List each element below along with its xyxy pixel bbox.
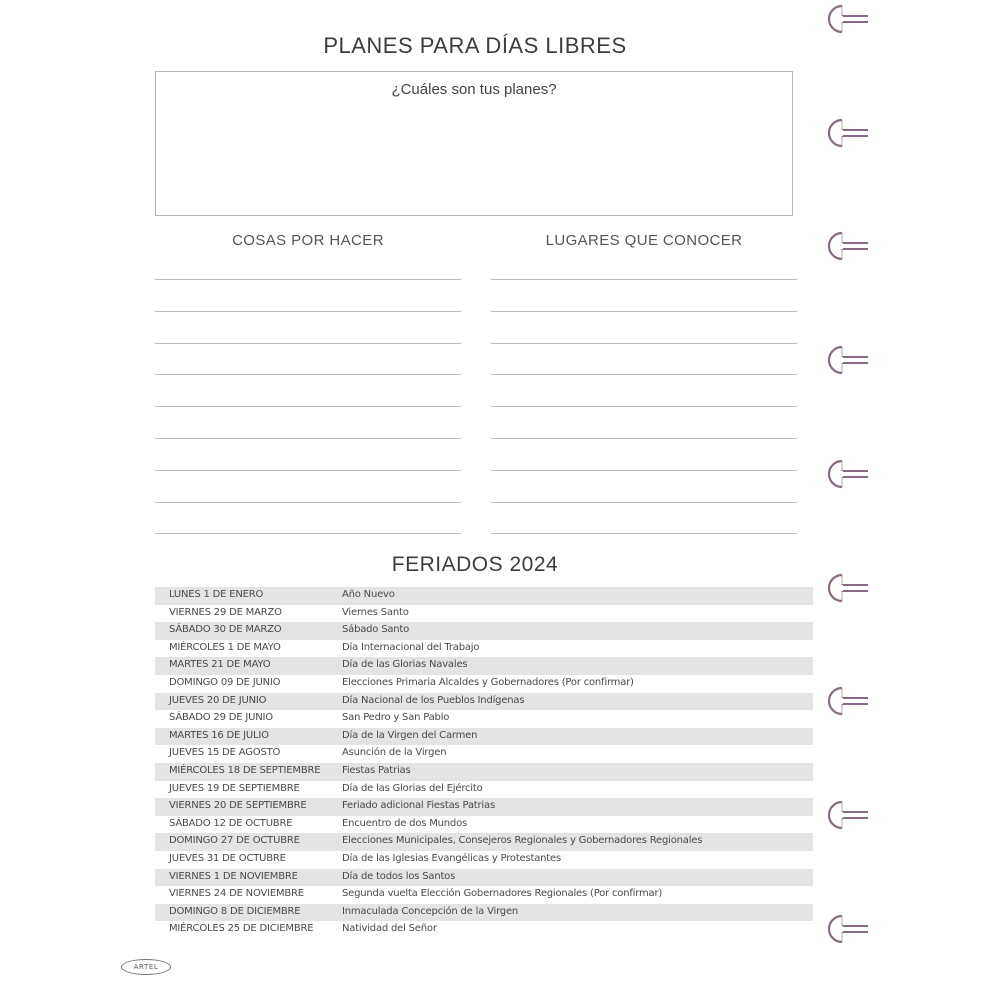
holiday-date: JUEVES 31 DE OCTUBRE bbox=[169, 852, 286, 864]
binder-ring-icon bbox=[824, 345, 870, 375]
binder-ring-icon bbox=[824, 459, 870, 489]
holiday-row bbox=[155, 710, 813, 728]
todo-write-line[interactable] bbox=[155, 533, 461, 534]
holiday-row bbox=[155, 886, 813, 904]
holiday-name: Natividad del Señor bbox=[342, 923, 437, 935]
holiday-row bbox=[155, 781, 813, 799]
holiday-row bbox=[155, 833, 813, 851]
holiday-row bbox=[155, 851, 813, 869]
holiday-name: Fiestas Patrias bbox=[342, 764, 411, 776]
holiday-row bbox=[155, 745, 813, 763]
todo-write-line[interactable] bbox=[155, 406, 461, 407]
holiday-name: Elecciones Municipales, Consejeros Regionales y Gobernadores Regionales bbox=[342, 835, 703, 847]
todo-write-line[interactable] bbox=[155, 311, 461, 312]
holiday-name: San Pedro y San Pablo bbox=[342, 712, 450, 724]
holiday-name: Día de las Glorias del Ejército bbox=[342, 782, 483, 794]
todo-write-line[interactable] bbox=[155, 438, 461, 439]
plans-prompt: ¿Cuáles son tus planes? bbox=[391, 81, 557, 98]
holiday-date: DOMINGO 09 DE JUNIO bbox=[169, 676, 281, 688]
holiday-date: VIERNES 24 DE NOVIEMBRE bbox=[169, 888, 304, 900]
places-heading: LUGARES QUE CONOCER bbox=[545, 232, 743, 249]
holiday-name: Viernes Santo bbox=[342, 606, 409, 618]
todo-heading: COSAS POR HACER bbox=[232, 232, 384, 249]
holiday-row bbox=[155, 622, 813, 640]
holiday-name: Día de las Glorias Navales bbox=[342, 659, 468, 671]
holiday-row bbox=[155, 605, 813, 623]
binder-ring-icon bbox=[824, 686, 870, 716]
holiday-date: JUEVES 19 DE SEPTIEMBRE bbox=[169, 782, 300, 794]
holiday-row bbox=[155, 869, 813, 887]
holiday-name: Día de todos los Santos bbox=[342, 870, 456, 882]
todo-write-line[interactable] bbox=[155, 374, 461, 375]
holiday-name: Día Nacional de los Pueblos Indígenas bbox=[342, 694, 525, 706]
holiday-name: Segunda vuelta Elección Gobernadores Regionales (Por confirmar) bbox=[342, 888, 663, 900]
holiday-name: Encuentro de dos Mundos bbox=[342, 817, 468, 829]
holiday-name: Elecciones Primaria Alcaldes y Gobernadores (Por confirmar) bbox=[342, 676, 634, 688]
holiday-name: Día de las Iglesias Evangélicas y Protestantes bbox=[342, 852, 561, 864]
holiday-date: MIÉRCOLES 18 DE SEPTIEMBRE bbox=[169, 764, 321, 776]
holiday-row bbox=[155, 904, 813, 922]
holiday-name: Sábado Santo bbox=[342, 624, 410, 636]
holiday-name: Feriado adicional Fiestas Patrias bbox=[342, 800, 495, 812]
holiday-row bbox=[155, 693, 813, 711]
holiday-row bbox=[155, 640, 813, 658]
holiday-date: MIÉRCOLES 1 DE MAYO bbox=[169, 641, 281, 653]
holiday-row bbox=[155, 798, 813, 816]
holiday-row bbox=[155, 816, 813, 834]
places-write-line[interactable] bbox=[491, 533, 797, 534]
holiday-date: MIÉRCOLES 25 DE DICIEMBRE bbox=[169, 923, 314, 935]
holiday-row bbox=[155, 587, 813, 605]
holiday-date: MARTES 21 DE MAYO bbox=[169, 659, 271, 671]
todo-write-line[interactable] bbox=[155, 502, 461, 503]
plans-box[interactable] bbox=[155, 71, 793, 216]
holiday-date: VIERNES 29 DE MARZO bbox=[169, 606, 282, 618]
holiday-row bbox=[155, 657, 813, 675]
holiday-name: Asunción de la Virgen bbox=[342, 747, 447, 759]
holiday-date: VIERNES 20 DE SEPTIEMBRE bbox=[169, 800, 307, 812]
holiday-name: Día de la Virgen del Carmen bbox=[342, 729, 478, 741]
brand-logo: ARTEL bbox=[121, 959, 171, 975]
holidays-title: FERIADOS 2024 bbox=[391, 553, 559, 576]
holiday-date: SÁBADO 12 DE OCTUBRE bbox=[169, 817, 293, 829]
todo-write-line[interactable] bbox=[155, 279, 461, 280]
todo-write-line[interactable] bbox=[155, 470, 461, 471]
holiday-date: DOMINGO 27 DE OCTUBRE bbox=[169, 835, 300, 847]
holiday-date: SÁBADO 29 DE JUNIO bbox=[169, 712, 273, 724]
holiday-row bbox=[155, 675, 813, 693]
binder-ring-icon bbox=[824, 118, 870, 148]
places-write-line[interactable] bbox=[491, 406, 797, 407]
holiday-date: VIERNES 1 DE NOVIEMBRE bbox=[169, 870, 298, 882]
holidays-table bbox=[155, 587, 813, 939]
binder-ring-icon bbox=[824, 231, 870, 261]
places-write-line[interactable] bbox=[491, 470, 797, 471]
places-write-line[interactable] bbox=[491, 311, 797, 312]
binder-ring-icon bbox=[824, 914, 870, 944]
holiday-row bbox=[155, 921, 813, 939]
holiday-date: LUNES 1 DE ENERO bbox=[169, 589, 264, 600]
holiday-date: JUEVES 20 DE JUNIO bbox=[169, 694, 267, 706]
holiday-name: Año Nuevo bbox=[342, 589, 395, 600]
binder-ring-icon bbox=[824, 800, 870, 830]
todo-write-line[interactable] bbox=[155, 343, 461, 344]
places-write-line[interactable] bbox=[491, 279, 797, 280]
holiday-date: MARTES 16 DE JULIO bbox=[169, 729, 269, 741]
holiday-date: DOMINGO 8 DE DICIEMBRE bbox=[169, 905, 301, 917]
holiday-row bbox=[155, 728, 813, 746]
binder-ring-icon bbox=[824, 4, 870, 34]
holiday-row bbox=[155, 763, 813, 781]
binder-ring-icon bbox=[824, 573, 870, 603]
holiday-name: Inmaculada Concepción de la Virgen bbox=[342, 905, 519, 917]
page-title: PLANES PARA DÍAS LIBRES bbox=[323, 33, 627, 58]
holiday-date: JUEVES 15 DE AGOSTO bbox=[169, 747, 281, 759]
places-write-line[interactable] bbox=[491, 438, 797, 439]
holiday-name: Día Internacional del Trabajo bbox=[342, 641, 480, 653]
holiday-date: SÁBADO 30 DE MARZO bbox=[169, 624, 282, 636]
places-write-line[interactable] bbox=[491, 502, 797, 503]
places-write-line[interactable] bbox=[491, 343, 797, 344]
places-write-line[interactable] bbox=[491, 374, 797, 375]
